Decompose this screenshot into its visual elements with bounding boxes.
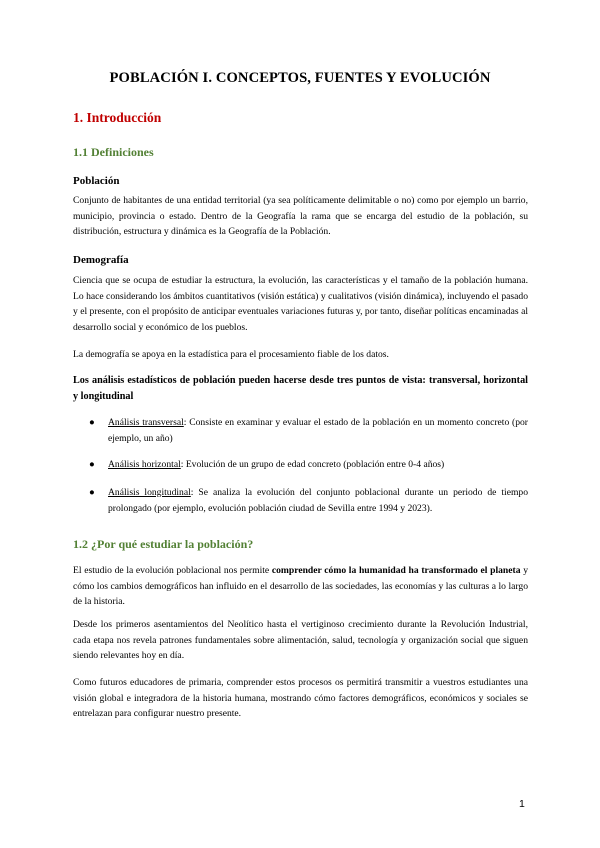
term-heading-demografia: Demografía xyxy=(73,254,129,266)
bullet-term: Análisis horizontal xyxy=(108,459,181,470)
text-run: y cómo los cambios demográficos han influido en el desarrollo de las sociedades, las economías y las culturas a lo largo de la historia. xyxy=(73,565,528,608)
bullet-text: : Se analiza la evolución del conjunto poblacional durante un periodo de tiempo prolongado (por ejemplo, evolución población ciudad de Sevilla entre 1994 y 2023). xyxy=(108,487,529,514)
bullet-icon: ● xyxy=(89,459,95,470)
paragraph-educadores: Como futuros educadores de primaria, comprender estos procesos os permitirá transmitir a vuestros estudiantes una visión global e integradora de la historia humana, mostrando cómo factores demográficos, económicos y sociales se entrelazan para configurar nuestro presente. xyxy=(73,677,528,720)
subsection-heading-definiciones: 1.1 Definiciones xyxy=(73,145,154,159)
bullet-term: Análisis transversal xyxy=(108,417,184,428)
section-heading-introduccion: 1. Introducción xyxy=(73,110,162,125)
paragraph-poblacion: Conjunto de habitantes de una entidad territorial (ya sea políticamente delimitable o no) como por ejemplo un barrio, municipio, provincia o estado. Dentro de la Geografía la rama que se encarga del estudio de la población, su distribución, estructura y dinámica es la Geografía de la Población. xyxy=(73,195,528,238)
term-heading-poblacion: Población xyxy=(73,175,120,187)
emphasis-text: comprender cómo la humanidad ha transformado el planeta xyxy=(271,565,521,576)
bullet-text: : Evolución de un grupo de edad concreto (población entre 0-4 años) xyxy=(180,459,445,470)
paragraph-demografia: Ciencia que se ocupa de estudiar la estructura, la evolución, las características y el tamaño de la población humana. Lo hace considerando los ámbitos cuantitativos (visión estática) y cualitativos (visión dinámica), incluyendo el pasado y el presente, con el propósito de anticipar eventuales variaciones futuras y, por tanto, diseñar políticas encaminadas al desarrollo social y económico de los pueblos. xyxy=(73,275,528,333)
list-item-longitudinal xyxy=(89,485,529,516)
bullet-term: Análisis longitudinal xyxy=(108,487,191,498)
list-item-transversal xyxy=(89,415,528,446)
bullet-icon: ● xyxy=(89,417,95,428)
subsection-heading-por-que: 1.2 ¿Por qué estudiar la población? xyxy=(73,537,254,551)
text-run: El estudio de la evolución poblacional nos permite xyxy=(73,565,272,576)
list-item-horizontal xyxy=(89,457,528,473)
paragraph-neolitico: Desde los primeros asentamientos del Neolítico hasta el vertiginoso crecimiento durante la Revolución Industrial, cada etapa nos revela patrones fundamentales sobre alimentación, salud, tecnología y organización social que siguen siendo relevantes hoy en día. xyxy=(73,619,528,662)
page-number: 1 xyxy=(519,798,525,810)
paragraph-estadistica: La demografía se apoya en la estadística para el procesamiento fiable de los datos. xyxy=(73,349,389,360)
bullet-text: : Consiste en examinar y evaluar el estado de la población en un momento concreto (por ejemplo, un año) xyxy=(108,417,528,444)
bullet-icon: ● xyxy=(89,487,95,498)
paragraph-estudio xyxy=(73,563,528,610)
paragraph-analisis: Los análisis estadísticos de población pueden hacerse desde tres puntos de vista: transversal, horizontal y longitudinal xyxy=(73,375,528,402)
page-title: POBLACIÓN I. CONCEPTOS, FUENTES Y EVOLUCIÓN xyxy=(109,70,491,86)
